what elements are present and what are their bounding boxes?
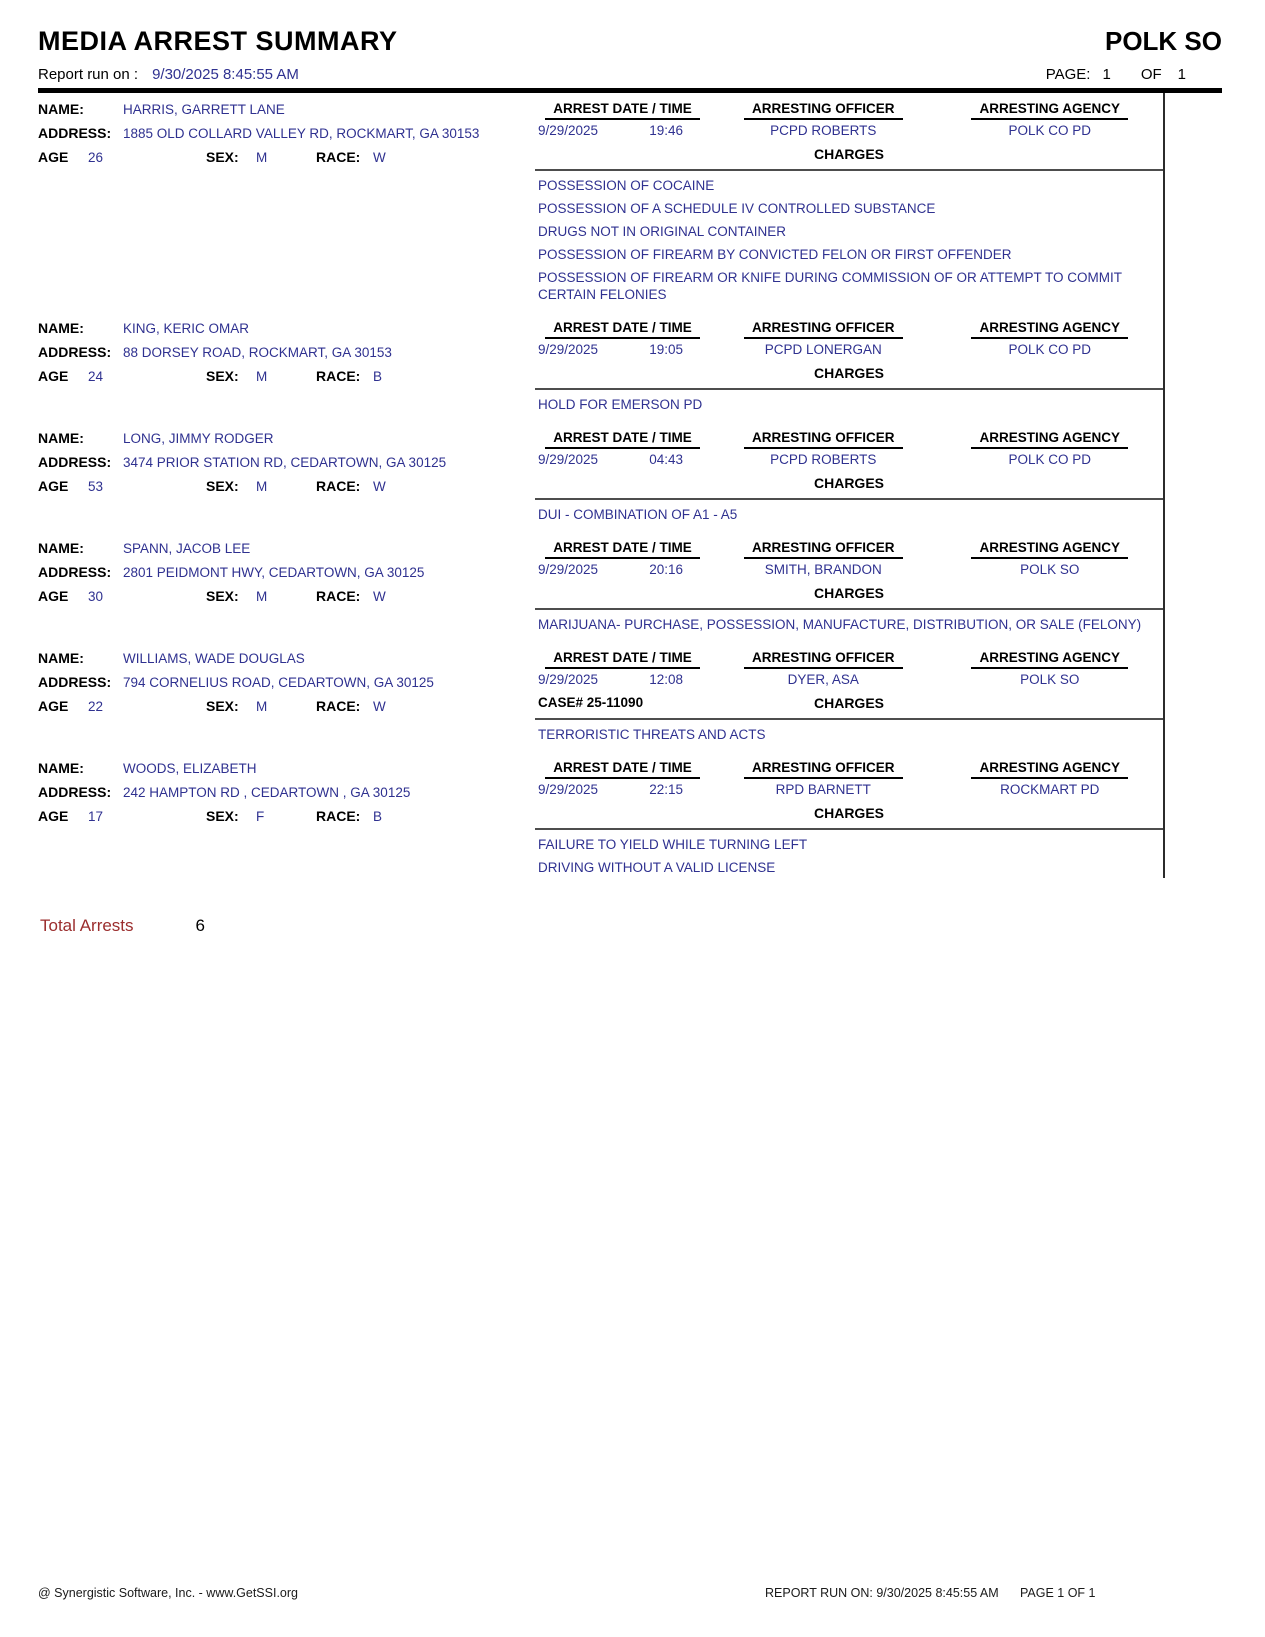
page-label: PAGE:	[1045, 66, 1091, 83]
arresting-officer-header: ARRESTING OFFICER	[710, 759, 937, 779]
charges-list	[535, 722, 1163, 745]
race-label: RACE:	[316, 478, 361, 494]
age-label: AGE	[38, 588, 69, 604]
arrestee-name: HARRIS, GARRETT LANE	[123, 102, 285, 117]
race-label: RACE:	[316, 808, 361, 824]
race-label: RACE:	[316, 149, 361, 165]
arrestee-address: 2801 PEIDMONT HWY, CEDARTOWN, GA 30125	[123, 565, 425, 580]
age-value: 17	[88, 809, 104, 824]
charges-header: CHARGES	[813, 805, 884, 821]
footer-page: PAGE 1 OF 1	[1020, 1586, 1096, 1600]
arrest-details	[535, 319, 1163, 415]
sex-value: M	[256, 589, 268, 604]
sex-value: M	[256, 369, 268, 384]
arrest-date: 9/29/2025	[538, 782, 599, 797]
charges-header: CHARGES	[813, 585, 884, 601]
charge-item: POSSESSION OF FIREARM OR KNIFE DURING COMMISSION OF OR ATTEMPT TO COMMIT CERTAIN FELONIES	[538, 270, 1122, 302]
report-run-value: 9/30/2025 8:45:55 AM	[152, 66, 299, 83]
sex-label: SEX:	[206, 149, 239, 165]
arrest-date-time-header: ARREST DATE / TIME	[535, 319, 710, 339]
arresting-agency: POLK CO PD	[1008, 123, 1092, 138]
charges-header: CHARGES	[813, 475, 884, 491]
sex-value: M	[256, 150, 268, 165]
arrestee-name: SPANN, JACOB LEE	[123, 541, 251, 556]
name-label: NAME:	[38, 540, 84, 556]
arresting-officer-header: ARRESTING OFFICER	[710, 429, 937, 449]
report-run-on	[38, 66, 299, 83]
arresting-officer-header: ARRESTING OFFICER	[710, 319, 937, 339]
name-label: NAME:	[38, 101, 84, 117]
sex-value: F	[256, 809, 265, 824]
age-label: AGE	[38, 808, 69, 824]
agency-title: POLK SO	[1104, 26, 1222, 56]
sex-value: M	[256, 699, 268, 714]
address-label: ADDRESS:	[38, 564, 112, 580]
arrest-time: 12:08	[649, 672, 683, 687]
report-footer	[0, 1586, 1265, 1606]
race-value: W	[373, 479, 386, 494]
page-total: 1	[1177, 66, 1186, 83]
age-value: 22	[88, 699, 104, 714]
charge-item: POSSESSION OF A SCHEDULE IV CONTROLLED SUBSTANCE	[538, 201, 936, 216]
address-label: ADDRESS:	[38, 454, 112, 470]
footer-vendor: @ Synergistic Software, Inc. - www.GetSSI.org	[38, 1586, 298, 1600]
charges-header: CHARGES	[813, 146, 884, 162]
arrest-date: 9/29/2025	[538, 672, 599, 687]
arresting-officer-header: ARRESTING OFFICER	[710, 539, 937, 559]
report-subheader	[38, 66, 1222, 83]
charges-header: CHARGES	[813, 695, 884, 711]
arrestee-address: 3474 PRIOR STATION RD, CEDARTOWN, GA 30125	[123, 455, 447, 470]
race-value: B	[373, 369, 383, 384]
arrestee-name: WILLIAMS, WADE DOUGLAS	[123, 651, 305, 666]
charges-list	[535, 832, 1163, 878]
arrest-date: 9/29/2025	[538, 562, 599, 577]
sex-label: SEX:	[206, 808, 239, 824]
arrestee-name: KING, KERIC OMAR	[123, 321, 250, 336]
arrest-date-time-header: ARREST DATE / TIME	[535, 100, 710, 120]
total-arrests-row	[38, 916, 1222, 936]
arresting-agency: ROCKMART PD	[1000, 782, 1100, 797]
sex-label: SEX:	[206, 368, 239, 384]
arrestee-name: WOODS, ELIZABETH	[123, 761, 257, 776]
arrest-details	[535, 100, 1163, 305]
page-title: MEDIA ARREST SUMMARY	[38, 26, 398, 56]
charge-item: POSSESSION OF COCAINE	[538, 178, 715, 193]
report-run-label: Report run on :	[38, 66, 139, 83]
charges-list	[535, 173, 1163, 305]
arresting-agency-header: ARRESTING AGENCY	[937, 429, 1164, 449]
address-label: ADDRESS:	[38, 125, 112, 141]
arrest-record	[38, 759, 1163, 878]
arrest-details	[535, 539, 1163, 635]
arrest-record	[38, 319, 1163, 415]
address-label: ADDRESS:	[38, 784, 112, 800]
race-value: W	[373, 589, 386, 604]
arrest-time: 04:43	[649, 452, 683, 467]
arrest-time: 22:15	[649, 782, 683, 797]
arrest-date-time-header: ARREST DATE / TIME	[535, 429, 710, 449]
case-number: CASE# 25-11090	[538, 695, 644, 710]
name-label: NAME:	[38, 760, 84, 776]
charge-item: MARIJUANA- PURCHASE, POSSESSION, MANUFACTURE, DISTRIBUTION, OR SALE (FELONY)	[538, 617, 1142, 632]
arrestee-info	[38, 539, 535, 635]
page-indicator	[1046, 66, 1222, 83]
total-arrests-label: Total Arrests	[40, 916, 134, 935]
age-label: AGE	[38, 149, 69, 165]
total-arrests-value: 6	[195, 916, 206, 935]
sex-label: SEX:	[206, 588, 239, 604]
arresting-agency: POLK CO PD	[1008, 452, 1092, 467]
race-label: RACE:	[316, 588, 361, 604]
arrest-record	[38, 429, 1163, 525]
arrest-time: 19:46	[649, 123, 683, 138]
race-value: W	[373, 699, 386, 714]
age-value: 26	[88, 150, 104, 165]
charges-list	[535, 612, 1163, 635]
arresting-agency-header: ARRESTING AGENCY	[937, 539, 1164, 559]
sex-label: SEX:	[206, 698, 239, 714]
arrest-record	[38, 649, 1163, 745]
race-value: W	[373, 150, 386, 165]
race-label: RACE:	[316, 698, 361, 714]
arrestee-info	[38, 319, 535, 415]
age-value: 30	[88, 589, 104, 604]
of-label: OF	[1140, 66, 1162, 83]
arresting-agency-header: ARRESTING AGENCY	[937, 100, 1164, 120]
arrestee-info	[38, 649, 535, 745]
arrestee-info	[38, 759, 535, 878]
charges-list	[535, 502, 1163, 525]
sex-value: M	[256, 479, 268, 494]
charge-item: DRIVING WITHOUT A VALID LICENSE	[538, 860, 776, 875]
arresting-officer-header: ARRESTING OFFICER	[710, 100, 937, 120]
arrest-details	[535, 429, 1163, 525]
records-list	[38, 93, 1165, 878]
arresting-agency-header: ARRESTING AGENCY	[937, 319, 1164, 339]
arrest-details	[535, 649, 1163, 745]
name-label: NAME:	[38, 430, 84, 446]
arrest-date-time-header: ARREST DATE / TIME	[535, 759, 710, 779]
arrestee-info	[38, 100, 535, 305]
report-header	[38, 26, 1222, 57]
arresting-officer: PCPD LONERGAN	[764, 342, 882, 357]
arresting-agency-header: ARRESTING AGENCY	[937, 759, 1164, 779]
arresting-officer: PCPD ROBERTS	[770, 123, 877, 138]
arrestee-address: 794 CORNELIUS ROAD, CEDARTOWN, GA 30125	[123, 675, 434, 690]
charges-list	[535, 392, 1163, 415]
arresting-officer: RPD BARNETT	[775, 782, 871, 797]
arresting-officer: PCPD ROBERTS	[770, 452, 877, 467]
arrestee-address: 1885 OLD COLLARD VALLEY RD, ROCKMART, GA 30153	[123, 126, 480, 141]
arresting-agency: POLK SO	[1020, 672, 1080, 687]
name-label: NAME:	[38, 320, 84, 336]
arrestee-address: 242 HAMPTON RD , CEDARTOWN , GA 30125	[123, 785, 411, 800]
age-label: AGE	[38, 368, 69, 384]
arrest-date-time-header: ARREST DATE / TIME	[535, 649, 710, 669]
name-label: NAME:	[38, 650, 84, 666]
sex-label: SEX:	[206, 478, 239, 494]
arresting-officer: DYER, ASA	[787, 672, 859, 687]
arrestee-info	[38, 429, 535, 525]
arresting-officer-header: ARRESTING OFFICER	[710, 649, 937, 669]
page-number: 1	[1102, 66, 1111, 83]
arresting-agency-header: ARRESTING AGENCY	[937, 649, 1164, 669]
arrest-date: 9/29/2025	[538, 342, 599, 357]
charge-item: DUI - COMBINATION OF A1 - A5	[538, 507, 738, 522]
arresting-agency: POLK SO	[1020, 562, 1080, 577]
age-label: AGE	[38, 478, 69, 494]
arrest-time: 19:05	[649, 342, 683, 357]
charge-item: POSSESSION OF FIREARM BY CONVICTED FELON OR FIRST OFFENDER	[538, 247, 1012, 262]
charge-item: DRUGS NOT IN ORIGINAL CONTAINER	[538, 224, 787, 239]
arrest-date: 9/29/2025	[538, 123, 599, 138]
address-label: ADDRESS:	[38, 344, 112, 360]
arresting-officer: SMITH, BRANDON	[764, 562, 882, 577]
arrest-date-time-header: ARREST DATE / TIME	[535, 539, 710, 559]
arrestee-name: LONG, JIMMY RODGER	[123, 431, 274, 446]
arrest-time: 20:16	[649, 562, 683, 577]
age-label: AGE	[38, 698, 69, 714]
race-value: B	[373, 809, 383, 824]
arrest-date: 9/29/2025	[538, 452, 599, 467]
arrestee-address: 88 DORSEY ROAD, ROCKMART, GA 30153	[123, 345, 392, 360]
arrest-record	[38, 539, 1163, 635]
footer-run-on: REPORT RUN ON: 9/30/2025 8:45:55 AM	[765, 1586, 999, 1600]
charge-item: HOLD FOR EMERSON PD	[538, 397, 703, 412]
charge-item: TERRORISTIC THREATS AND ACTS	[538, 727, 766, 742]
race-label: RACE:	[316, 368, 361, 384]
arresting-agency: POLK CO PD	[1008, 342, 1092, 357]
address-label: ADDRESS:	[38, 674, 112, 690]
charges-header: CHARGES	[813, 365, 884, 381]
charge-item: FAILURE TO YIELD WHILE TURNING LEFT	[538, 837, 808, 852]
age-value: 24	[88, 369, 104, 384]
arrest-details	[535, 759, 1163, 878]
age-value: 53	[88, 479, 104, 494]
arrest-record	[38, 100, 1163, 305]
